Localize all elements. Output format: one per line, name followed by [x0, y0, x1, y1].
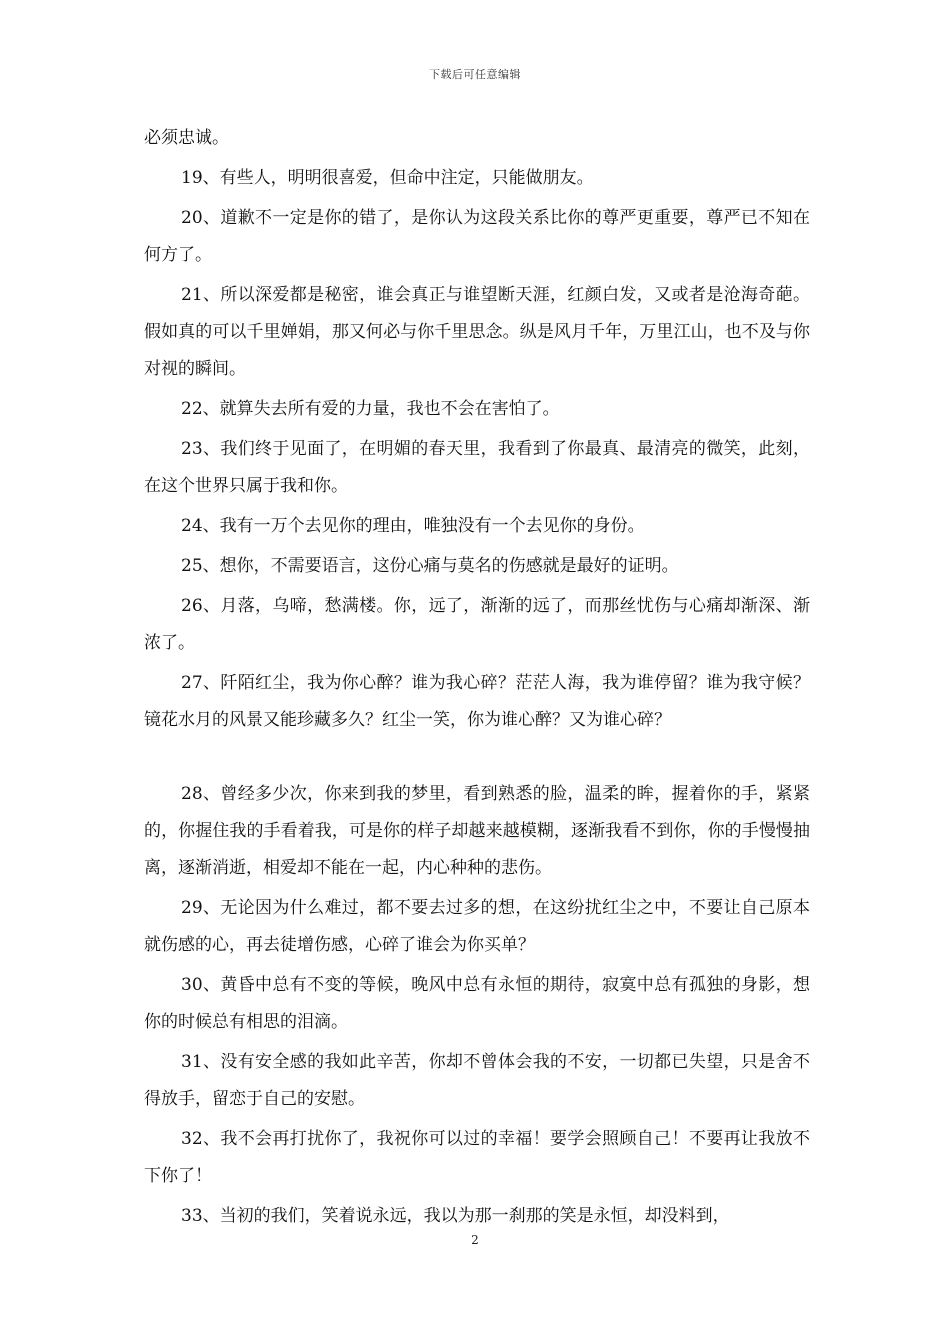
paragraph-21: 21、所以深爱都是秘密，谁会真正与谁望断天涯，红颜白发，又或者是沧海奇葩。假如真的可以千里婵娟，那又何必与你千里思念。纵是风月千年，万里江山，也不及与你对视的瞬间。 — [144, 285, 810, 379]
paragraph-20: 20、道歉不一定是你的错了，是你认为这段关系比你的尊严更重要，尊严已不知在何方了。 — [144, 208, 810, 265]
paragraph-gap — [144, 742, 810, 776]
paragraph-continued: 必须忠诚。 — [144, 128, 229, 148]
document-body — [144, 120, 810, 1238]
paragraph-26: 26、月落，乌啼，愁满楼。你，远了，渐渐的远了，而那丝忧伤与心痛却渐深、渐浓了。 — [144, 596, 810, 653]
paragraph-33: 33、当初的我们，笑着说永远，我以为那一刹那的笑是永恒，却没料到， — [181, 1206, 730, 1226]
paragraph-29: 29、无论因为什么难过，都不要去过多的想，在这纷扰红尘之中，不要让自己原本就伤感的心，再去徒增伤感，心碎了谁会为你买单？ — [144, 898, 810, 955]
paragraph-25: 25、想你，不需要语言，这份心痛与莫名的伤感就是最好的证明。 — [181, 556, 679, 576]
paragraph-27: 27、阡陌红尘，我为你心醉？谁为我心碎？茫茫人海，我为谁停留？谁为我守候？镜花水月的风景又能珍藏多久？红尘一笑，你为谁心醉？又为谁心碎？ — [144, 673, 810, 730]
paragraph-24: 24、我有一万个去见你的理由，唯独没有一个去见你的身份。 — [181, 516, 645, 536]
paragraph-28: 28、曾经多少次，你来到我的梦里，看到熟悉的脸，温柔的眸，握着你的手，紧紧的，你握住我的手看着我，可是你的样子却越来越模糊，逐渐我看不到你，你的手慢慢抽离，逐渐消逝，相爱却不能在一起，内心种种的悲伤。 — [144, 784, 810, 878]
page-header: 下载后可任意编辑 — [429, 68, 521, 81]
paragraph-32: 32、我不会再打扰你了，我祝你可以过的幸福！要学会照顾自己！不要再让我放不下你了！ — [144, 1129, 810, 1186]
paragraph-23: 23、我们终于见面了，在明媚的春天里，我看到了你最真、最清亮的微笑，此刻，在这个世界只属于我和你。 — [144, 439, 810, 496]
paragraph-31: 31、没有安全感的我如此辛苦，你却不曾体会我的不安，一切都已失望，只是舍不得放手，留恋于自己的安慰。 — [144, 1052, 810, 1109]
paragraph-22: 22、就算失去所有爱的力量，我也不会在害怕了。 — [181, 399, 560, 419]
page-number: 2 — [471, 1233, 479, 1247]
paragraph-30: 30、黄昏中总有不变的等候，晚风中总有永恒的期待，寂寞中总有孤独的身影，想你的时候总有相思的泪滴。 — [144, 975, 810, 1032]
paragraph-19: 19、有些人，明明很喜爱，但命中注定，只能做朋友。 — [181, 168, 594, 188]
